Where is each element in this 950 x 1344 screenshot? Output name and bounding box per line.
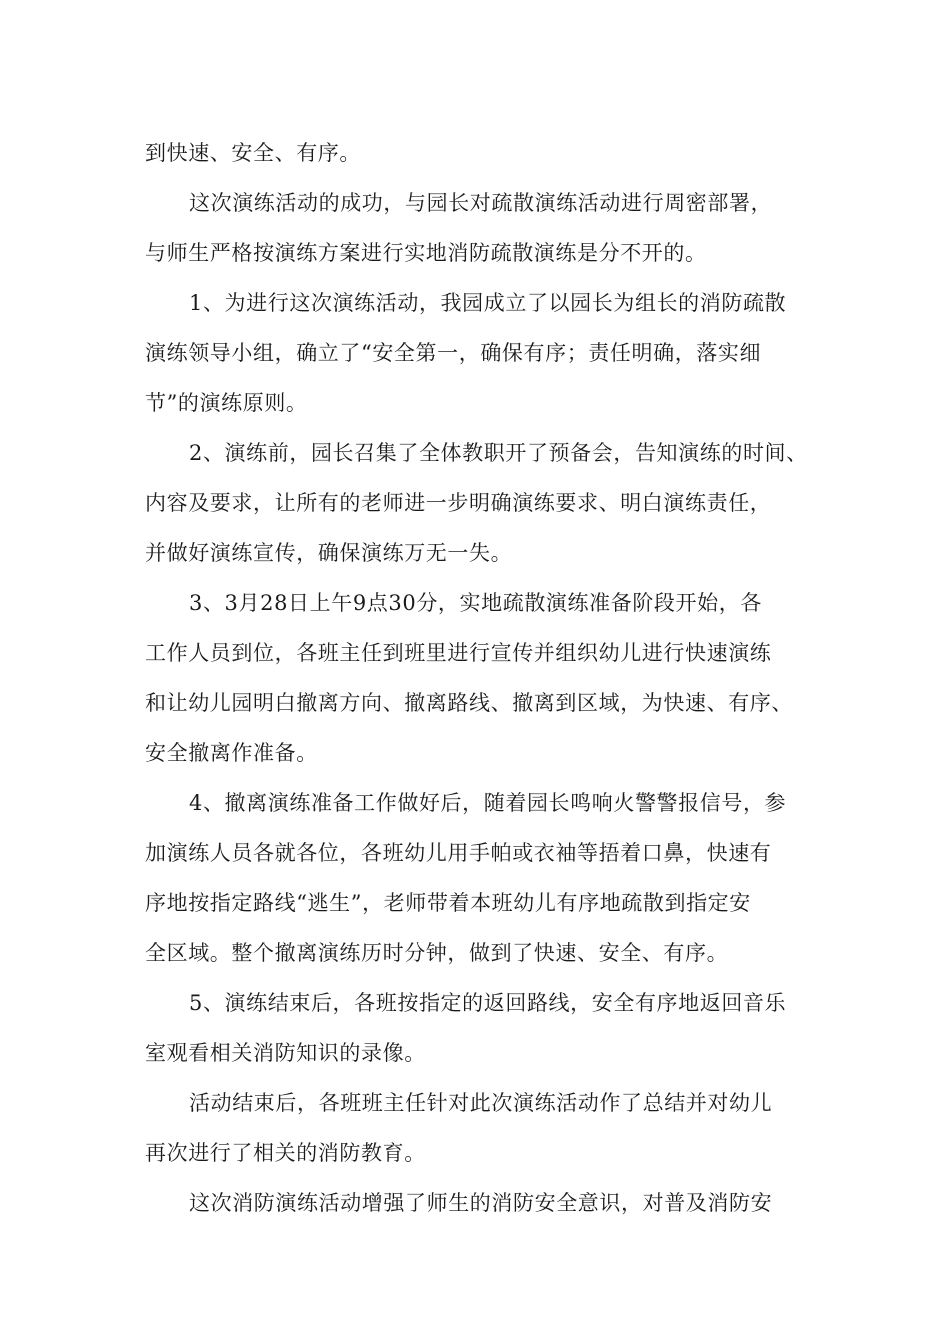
text-line: 4、撤离演练准备工作做好后，随着园长鸣响火警警报信号，参: [189, 791, 787, 815]
text-line: 并做好演练宣传，确保演练万无一失。: [145, 541, 513, 565]
text-line: 这次演练活动的成功，与园长对疏散演练活动进行周密部署，: [189, 191, 773, 215]
text-line: 2、演练前，园长召集了全体教职开了预备会，告知演练的时间、: [189, 441, 808, 465]
text-line: 与师生严格按演练方案进行实地消防疏散演练是分不开的。: [145, 241, 707, 265]
text-line: 室观看相关消防知识的录像。: [145, 1041, 426, 1065]
text-line: 全区域。整个撤离演练历时分钟，做到了快速、安全、有序。: [145, 941, 729, 965]
text-line: 加演练人员各就各位，各班幼儿用手帕或衣袖等捂着口鼻，快速有: [145, 841, 772, 865]
text-line: 安全撤离作准备。: [145, 741, 318, 765]
document-body: [145, 128, 807, 1228]
text-line: 1、为进行这次演练活动，我园成立了以园长为组长的消防疏散: [189, 291, 787, 315]
text-line: 节”的演练原则。: [145, 391, 308, 415]
text-line: 到快速、安全、有序。: [145, 141, 361, 165]
text-line: 工作人员到位，各班主任到班里进行宣传并组织幼儿进行快速演练: [145, 641, 772, 665]
text-line: 3、3月28日上午9点30分，实地疏散演练准备阶段开始，各: [189, 591, 762, 615]
text-line: 5、演练结束后，各班按指定的返回路线，安全有序地返回音乐: [189, 991, 787, 1015]
text-line: 演练领导小组，确立了“安全第一，确保有序；责任明确，落实细: [145, 341, 762, 365]
text-line: 和让幼儿园明白撤离方向、撤离路线、撤离到区域，为快速、有序、: [145, 691, 793, 715]
text-line: 活动结束后，各班班主任针对此次演练活动作了总结并对幼儿: [189, 1091, 773, 1115]
text-line: 内容及要求，让所有的老师进一步明确演练要求、明白演练责任，: [145, 491, 772, 515]
text-line: 再次进行了相关的消防教育。: [145, 1141, 426, 1165]
text-line: 这次消防演练活动增强了师生的消防安全意识，对普及消防安: [189, 1191, 773, 1215]
text-line: 序地按指定路线“逃生”，老师带着本班幼儿有序地疏散到指定安: [145, 891, 751, 915]
